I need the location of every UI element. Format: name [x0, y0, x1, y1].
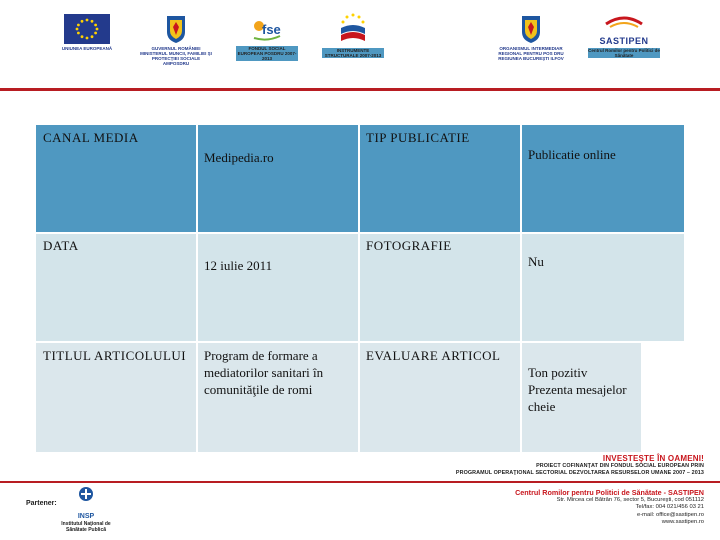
org-website[interactable]: www.sastipen.ro [661, 519, 704, 526]
footer-divider [0, 481, 720, 483]
media-report-table [36, 125, 684, 452]
value-photo: Nu [521, 233, 684, 342]
sastipen-wordmark: SASTIPEN [599, 36, 649, 46]
project-line-1: PROIECT COFINANŢAT DIN FONDUL SOCIAL EUROPEAN PRIN [536, 463, 704, 469]
insp-logo [58, 486, 114, 533]
fse-logo-caption: FONDUL SOCIAL EUROPEAN POSDRU 2007-2013 [237, 46, 297, 61]
label-article-title: TITLUL ARTICOLULUI [36, 342, 197, 452]
sastipen-logo-icon [602, 14, 646, 36]
slogan-text: INVESTEŞTE ÎN OAMENI! [602, 454, 704, 463]
org-name: Centrul Romilor pentru Politici de Sănătate - SASTIPEN [515, 488, 704, 497]
label-photo: FOTOGRAFIE [359, 233, 521, 342]
header-divider [0, 88, 720, 91]
value-channel: Medipedia.ro [197, 125, 359, 233]
label-publication-type: TIP PUBLICATIE [359, 125, 521, 233]
structural-instruments-logo [322, 12, 384, 58]
project-line-2: PROGRAMUL OPERAŢIONAL SECTORIAL DEZVOLTAREA RESURSELOR UMANE 2007 – 2013 [455, 470, 704, 476]
structural-instruments-icon [335, 12, 371, 46]
org-phone: Tel/fax: 004 021/456 03 21 [635, 504, 704, 511]
label-date: DATA [36, 233, 197, 342]
grid-divider [36, 232, 684, 234]
svg-text:fse: fse [262, 22, 281, 37]
contact-block [430, 488, 704, 527]
structural-instruments-caption: INSTRUMENTE STRUCTURALE 2007-2013 [322, 48, 384, 58]
org-email[interactable]: e-mail: office@sastipen.ro [637, 511, 704, 518]
government-logo [140, 14, 212, 66]
grid-divider [196, 125, 198, 452]
sastipen-caption: Centrul Romilor pentru Politici de Sănătate [588, 48, 660, 58]
value-date: 12 iulie 2011 [197, 233, 359, 342]
header-logo-strip [0, 0, 720, 80]
org-address: Str. Mircea cel Bătrân 76, sector 5, Bucureşti, cod 051112 [556, 497, 704, 503]
romania-crest-icon [165, 14, 187, 44]
value-publication-type: Publicatie online [521, 125, 684, 233]
grid-divider [36, 341, 684, 343]
partner-label: Partener: [26, 500, 57, 507]
sastipen-logo [588, 14, 660, 58]
eu-flag-icon [64, 14, 110, 44]
government-logo-caption: GUVERNUL ROMÂNIEI MINISTERUL MUNCII, FAMILIEI ŞI PROTECŢIEI SOCIALE AMPOSDRU [140, 46, 212, 66]
value-article-title: Program de formare a mediatorilor sanitari în comunităţile de romi [197, 342, 359, 452]
footer-slogan-block [400, 454, 704, 477]
fse-logo [236, 14, 298, 61]
label-channel: CANAL MEDIA [36, 125, 197, 233]
romania-crest-icon [520, 14, 542, 44]
value-article-evaluation: Ton pozitiv Prezenta mesajelor cheie [521, 342, 641, 452]
eu-logo-caption: UNIUNEA EUROPEANĂ [61, 46, 113, 51]
insp-wordmark: INSP [77, 513, 95, 520]
insp-name: Institutul Naţional de Sănătate Publică [61, 521, 111, 533]
grid-divider [520, 125, 522, 452]
fse-logo-icon [250, 14, 284, 44]
intermediate-body-logo [494, 14, 568, 61]
eu-logo [58, 14, 116, 51]
grid-divider [358, 125, 360, 452]
insp-logo-icon [71, 486, 101, 508]
label-article-evaluation: EVALUARE ARTICOL [359, 342, 521, 452]
intermediate-body-caption: ORGANISMUL INTERMEDIAR REGIONAL PENTRU POS DRU REGIUNEA BUCUREŞTI ILFOV [498, 46, 564, 61]
